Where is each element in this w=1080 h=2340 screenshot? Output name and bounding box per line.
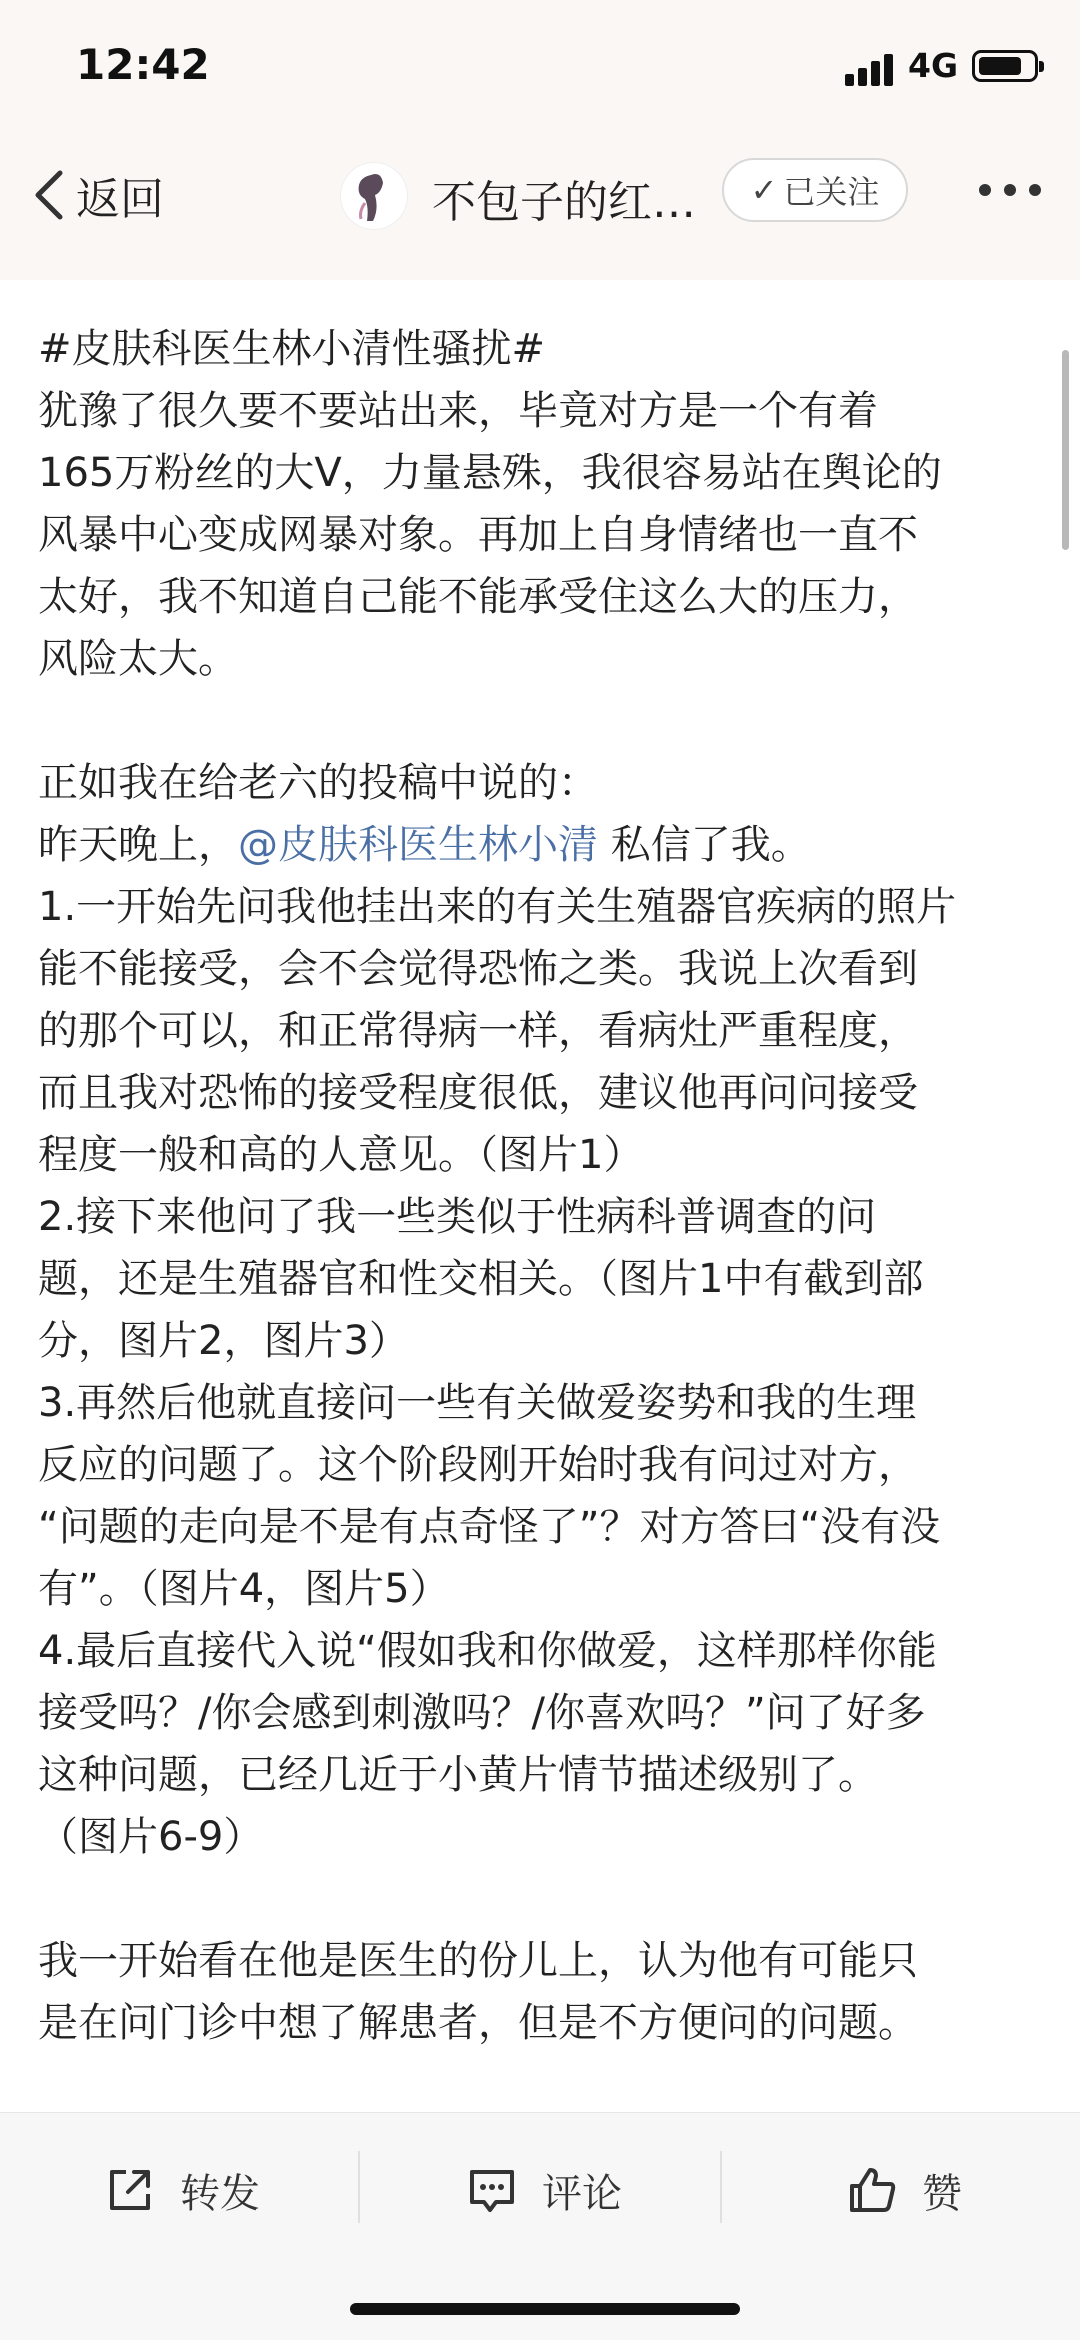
- user-nickname[interactable]: 不包子的红…: [432, 177, 696, 228]
- repost-label: 转发: [180, 2170, 260, 2217]
- text-segment: 私信了我。: [598, 822, 811, 868]
- comment-icon: [466, 2164, 518, 2216]
- text-line: 的那个可以，和正常得病一样，看病灶严重程度，: [38, 1008, 918, 1054]
- comment-button[interactable]: [466, 2155, 622, 2225]
- text-line: 4.最后直接代入说“假如我和你做爱，这样那样你能: [38, 1628, 937, 1674]
- comment-label: 评论: [542, 2170, 622, 2217]
- text-line: 而且我对恐怖的接受程度很低，建议他再问问接受: [38, 1070, 918, 1116]
- divider: [358, 2151, 360, 2223]
- paragraph-4: [38, 1930, 1048, 2054]
- text-line: 分，图片2，图片3）: [38, 1318, 409, 1364]
- text-line: 2.接下来他问了我一些类似于性病科普调查的问: [38, 1194, 877, 1240]
- chevron-left-icon: [30, 165, 70, 225]
- check-icon: ✓: [750, 171, 778, 209]
- follow-button[interactable]: [722, 158, 908, 222]
- avatar[interactable]: [340, 162, 408, 230]
- text-line: （图片6-9）: [38, 1814, 264, 1860]
- text-line: 太好，我不知道自己能不能承受住这么大的压力，: [38, 574, 918, 620]
- like-button[interactable]: [846, 2155, 962, 2225]
- back-button[interactable]: [30, 160, 164, 230]
- signal-icon: [845, 52, 897, 86]
- home-indicator[interactable]: [350, 2303, 740, 2315]
- follow-label: 已关注: [783, 173, 880, 211]
- text-line: 犹豫了很久要不要站出来，毕竟对方是一个有着: [38, 388, 878, 434]
- thumbs-up-icon: [846, 2164, 898, 2216]
- paragraph-1: [38, 380, 1048, 690]
- back-label: 返回: [76, 174, 164, 225]
- nav-bar: [0, 130, 1080, 260]
- text-line: 接受吗？/你会感到刺激吗？/你喜欢吗？”问了好多: [38, 1690, 926, 1736]
- like-label: 赞: [922, 2170, 962, 2217]
- text-line: “问题的走向是不是有点奇怪了”？对方答曰“没有没: [38, 1504, 941, 1550]
- action-bar: [0, 2112, 1080, 2340]
- share-icon: [104, 2164, 156, 2216]
- mention-link[interactable]: @皮肤科医生林小清: [238, 822, 598, 868]
- text-line: 3.再然后他就直接问一些有关做爱姿势和我的生理: [38, 1380, 917, 1426]
- network-type: 4G: [908, 46, 959, 85]
- text-line: 1.一开始先问我他挂出来的有关生殖器官疾病的照片: [38, 884, 957, 930]
- text-line: 题，还是生殖器官和性交相关。（图片1中有截到部: [38, 1256, 924, 1302]
- post-content: [38, 318, 1048, 2054]
- text-line: 风暴中心变成网暴对象。再加上自身情绪也一直不: [38, 512, 918, 558]
- topic-link[interactable]: #皮肤科医生林小清性骚扰#: [38, 326, 546, 372]
- text-line: 是在问门诊中想了解患者，但是不方便问的问题。: [38, 2000, 918, 2046]
- text-line: 这种问题，已经几近于小黄片情节描述级别了。: [38, 1752, 878, 1798]
- status-time: 12:42: [76, 40, 210, 89]
- text-line: 我一开始看在他是医生的份儿上，认为他有可能只: [38, 1938, 918, 1984]
- paragraph-3: [38, 876, 1048, 1868]
- text-segment: 昨天晚上，: [38, 822, 238, 868]
- text-line: 风险太大。: [38, 636, 238, 682]
- text-line: 有”。（图片4，图片5）: [38, 1566, 450, 1612]
- text-line: 正如我在给老六的投稿中说的：: [38, 760, 598, 806]
- text-line: 165万粉丝的大V，力量悬殊，我很容易站在舆论的: [38, 450, 942, 496]
- repost-button[interactable]: [104, 2155, 260, 2225]
- status-bar: [0, 0, 1080, 130]
- text-line: 反应的问题了。这个阶段刚开始时我有问过对方，: [38, 1442, 918, 1488]
- text-line: 能不能接受，会不会觉得恐怖之类。我说上次看到: [38, 946, 918, 992]
- divider: [720, 2151, 722, 2223]
- text-line-with-mention: [38, 814, 1048, 876]
- text-line: 程度一般和高的人意见。（图片1）: [38, 1132, 644, 1178]
- battery-icon: [972, 50, 1038, 82]
- scrollbar-thumb[interactable]: [1062, 350, 1069, 550]
- more-options-icon[interactable]: [975, 176, 1045, 206]
